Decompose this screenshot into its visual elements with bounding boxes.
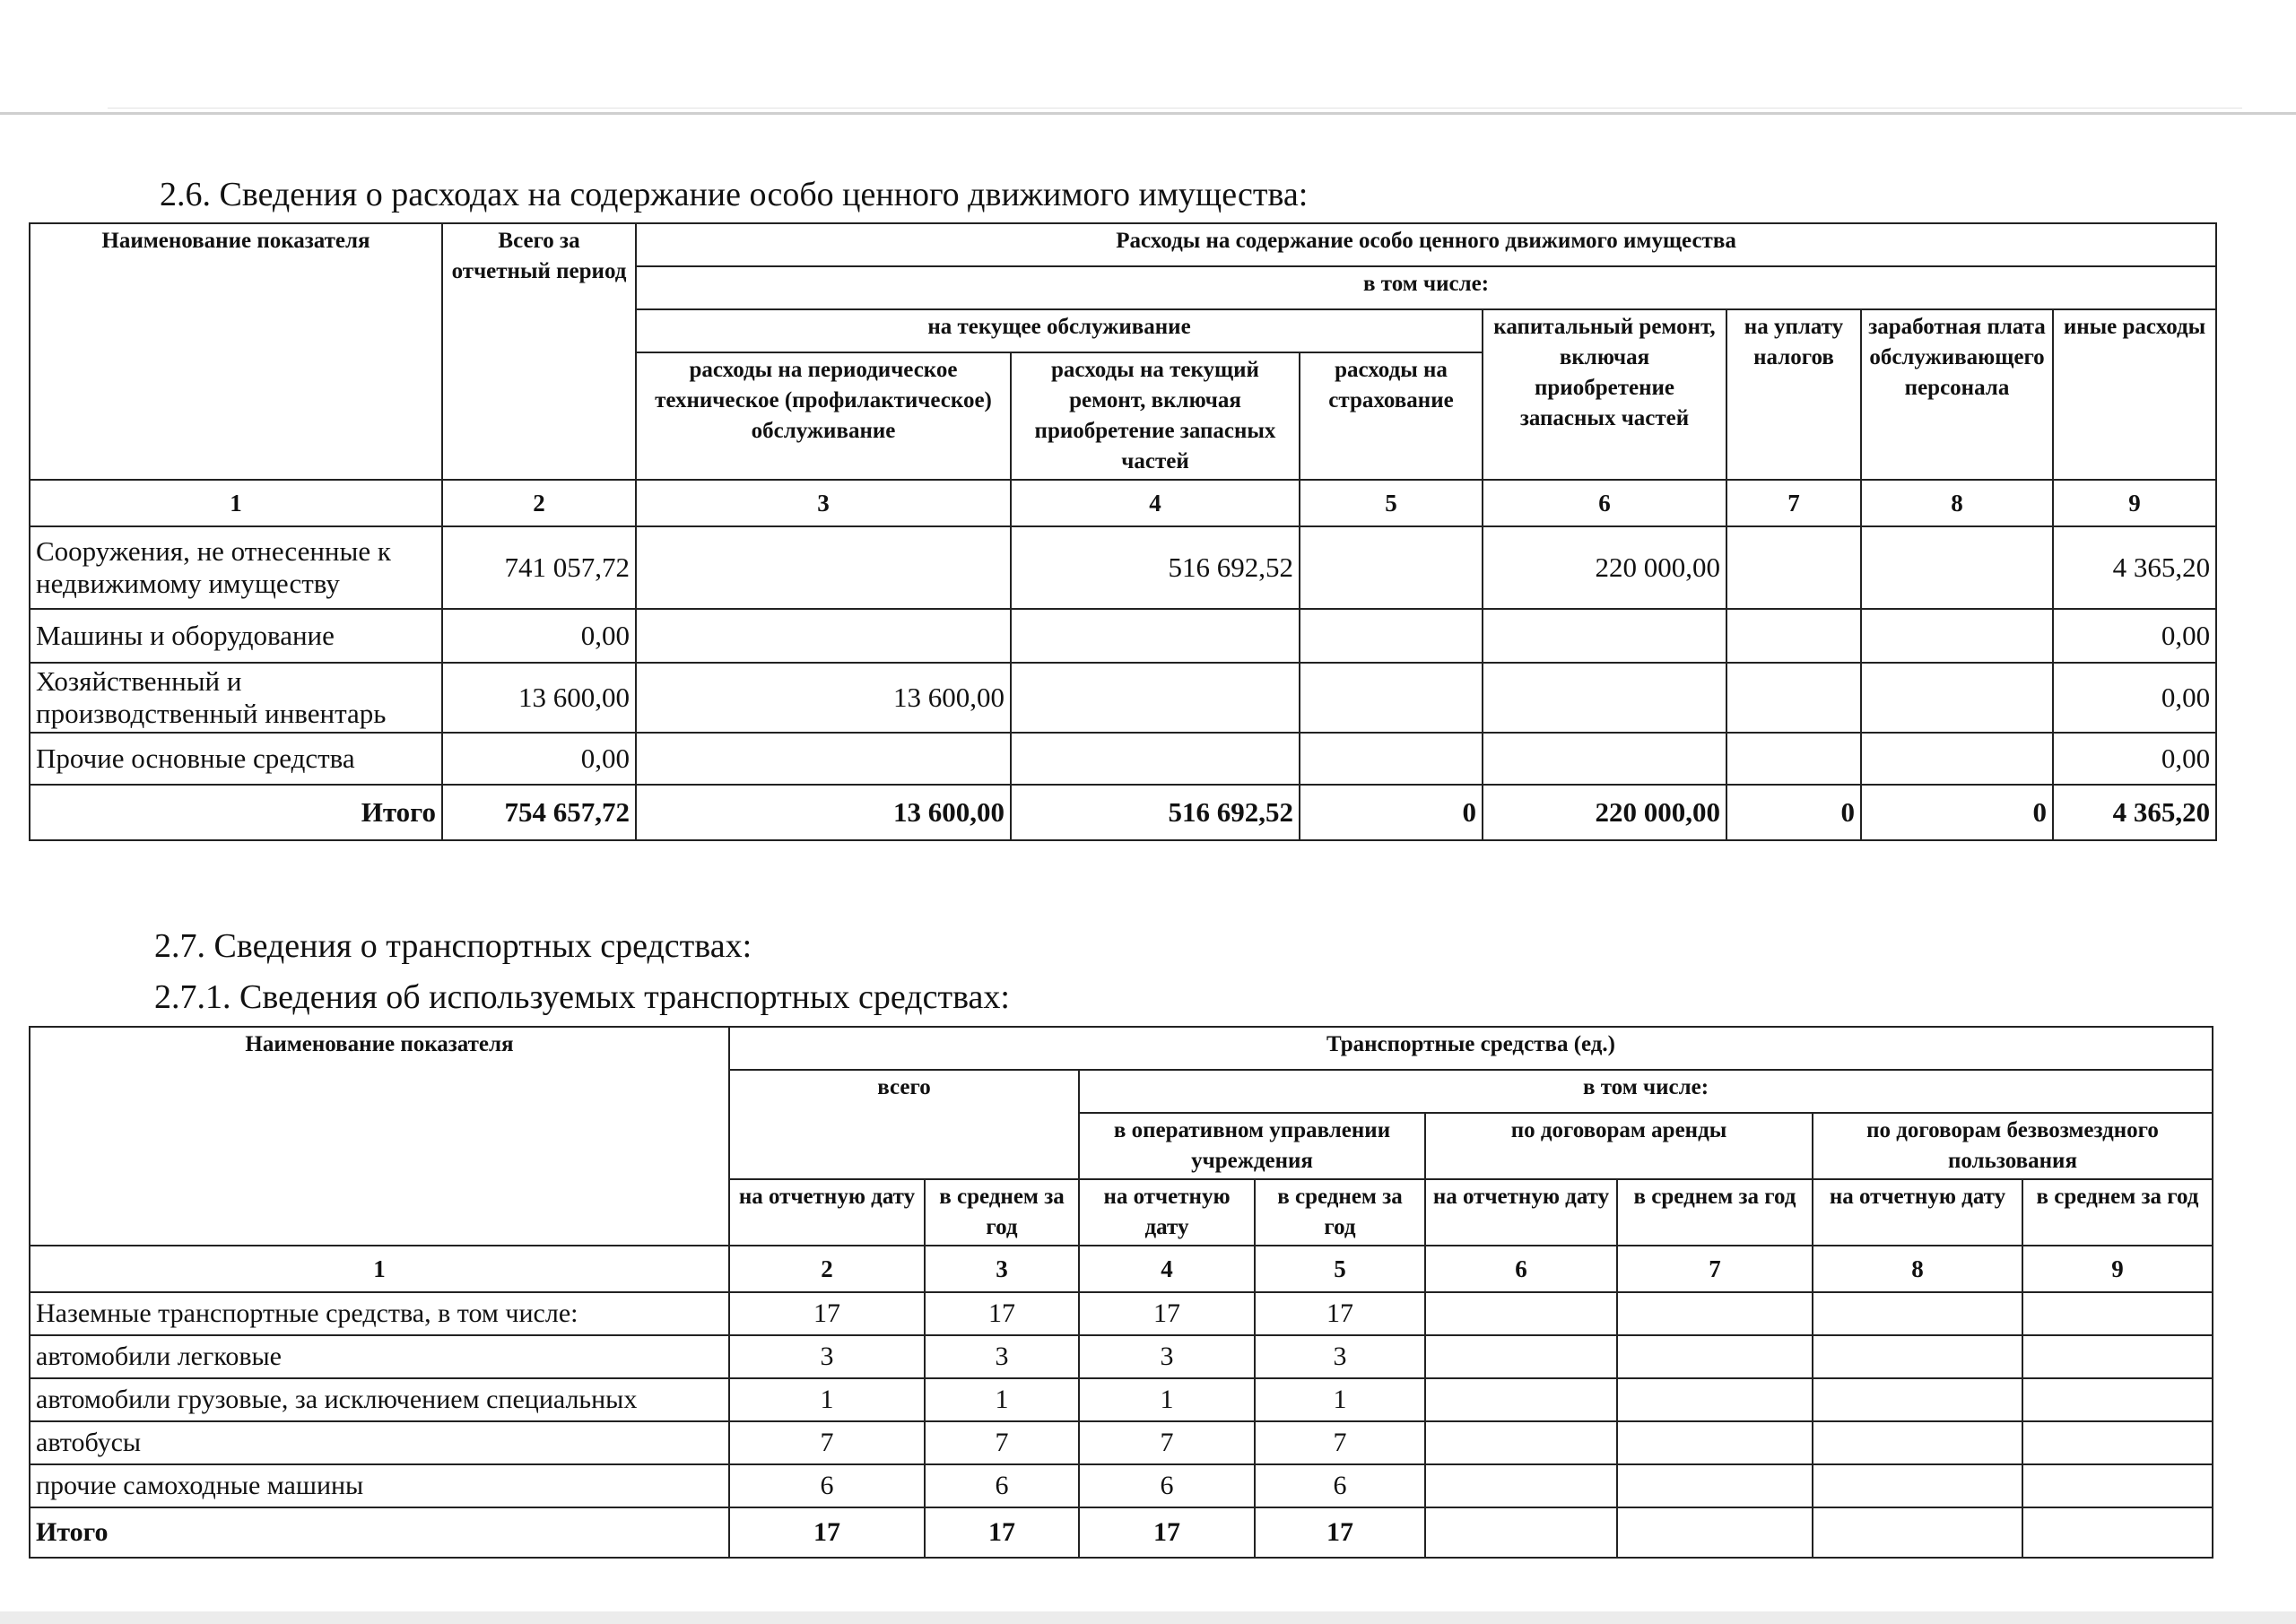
cell [1425, 1421, 1617, 1464]
row-name: Наземные транспортные средства, в том числе: [30, 1292, 729, 1335]
cell: 17 [925, 1507, 1079, 1558]
cell: 3 [1079, 1335, 1255, 1378]
cell [1813, 1335, 2022, 1378]
cell [1617, 1292, 1813, 1335]
colnum: 8 [1861, 480, 2053, 526]
header-total: Всего за отчетный период [442, 223, 636, 480]
cell: 7 [1079, 1421, 1255, 1464]
cell [1726, 663, 1861, 733]
cell: 0,00 [442, 733, 636, 785]
cell: 17 [1079, 1507, 1255, 1558]
cell [1813, 1507, 2022, 1558]
header-lease: по договорам аренды [1425, 1113, 1813, 1179]
cell [1300, 733, 1483, 785]
cell [2022, 1292, 2213, 1335]
total-row [30, 785, 2216, 840]
header-insurance: расходы на страхование [1300, 352, 1483, 480]
row-name: Прочие основные средства [30, 733, 442, 785]
header-group: Расходы на содержание особо ценного движимого имущества [636, 223, 2216, 266]
cell: 3 [1255, 1335, 1425, 1378]
cell: 516 692,52 [1011, 785, 1300, 840]
cell [1813, 1292, 2022, 1335]
cell [1861, 526, 2053, 609]
cell: 1 [1079, 1378, 1255, 1421]
scan-artifact [0, 1611, 2296, 1624]
header-taxes: на уплату налогов [1726, 309, 1861, 480]
cell [636, 609, 1011, 663]
cell: 220 000,00 [1483, 526, 1726, 609]
cell: 17 [729, 1292, 925, 1335]
table-row [30, 1464, 2213, 1507]
cell [1300, 526, 1483, 609]
total-row [30, 1507, 2213, 1558]
header-avg-year: в среднем за год [1255, 1179, 1425, 1246]
colnum: 4 [1079, 1246, 1255, 1292]
header-operative: в оперативном управлении учреждения [1079, 1113, 1425, 1179]
cell [1425, 1464, 1617, 1507]
cell [1861, 609, 2053, 663]
header-all: всего [729, 1070, 1079, 1179]
cell [1813, 1378, 2022, 1421]
header-avg-year: в среднем за год [2022, 1179, 2213, 1246]
cell: 0,00 [2053, 733, 2216, 785]
table-row [30, 1378, 2213, 1421]
row-name: Сооружения, не отнесенные к недвижимому имуществу [30, 526, 442, 609]
cell [1617, 1507, 1813, 1558]
cell [1425, 1292, 1617, 1335]
cell [1861, 733, 2053, 785]
transport-table [29, 1026, 2213, 1559]
table-row [30, 526, 2216, 609]
cell [1011, 663, 1300, 733]
header-at-date: на отчетную дату [1079, 1179, 1255, 1246]
cell: 0,00 [442, 609, 636, 663]
cell [1483, 733, 1726, 785]
colnum: 5 [1255, 1246, 1425, 1292]
cell: 17 [729, 1507, 925, 1558]
cell [2022, 1421, 2213, 1464]
cell: 17 [1255, 1292, 1425, 1335]
header-at-date: на отчетную дату [729, 1179, 925, 1246]
cell: 6 [1079, 1464, 1255, 1507]
header-capital: капитальный ремонт, включая приобретение запасных частей [1483, 309, 1726, 480]
colnum: 7 [1617, 1246, 1813, 1292]
total-label: Итого [30, 785, 442, 840]
colnum: 6 [1425, 1246, 1617, 1292]
cell [1726, 733, 1861, 785]
colnum: 1 [30, 1246, 729, 1292]
cell [2022, 1464, 2213, 1507]
colnum: 9 [2022, 1246, 2213, 1292]
colnum: 1 [30, 480, 442, 526]
cell [2022, 1335, 2213, 1378]
cell [1813, 1421, 2022, 1464]
row-name: автомобили легковые [30, 1335, 729, 1378]
column-numbers-row [30, 480, 2216, 526]
cell [1300, 609, 1483, 663]
cell: 7 [729, 1421, 925, 1464]
header-at-date: на отчетную дату [1425, 1179, 1617, 1246]
scan-artifact [108, 108, 2242, 109]
cell [1617, 1464, 1813, 1507]
cell: 7 [925, 1421, 1079, 1464]
cell [1425, 1378, 1617, 1421]
cell [1617, 1378, 1813, 1421]
row-name: прочие самоходные машины [30, 1464, 729, 1507]
header-avg-year: в среднем за год [925, 1179, 1079, 1246]
header-group: Транспортные средства (ед.) [729, 1027, 2213, 1070]
cell [1425, 1507, 1617, 1558]
cell: 0,00 [2053, 609, 2216, 663]
colnum: 5 [1300, 480, 1483, 526]
cell: 4 365,20 [2053, 785, 2216, 840]
colnum: 9 [2053, 480, 2216, 526]
header-avg-year: в среднем за год [1617, 1179, 1813, 1246]
cell: 1 [925, 1378, 1079, 1421]
colnum: 3 [925, 1246, 1079, 1292]
cell: 6 [729, 1464, 925, 1507]
cell [1813, 1464, 2022, 1507]
cell [2022, 1378, 2213, 1421]
cell: 17 [1255, 1507, 1425, 1558]
cell [1617, 1335, 1813, 1378]
cell [636, 733, 1011, 785]
cell: 7 [1255, 1421, 1425, 1464]
header-incl: в том числе: [1079, 1070, 2213, 1113]
table-row [30, 609, 2216, 663]
colnum: 8 [1813, 1246, 2022, 1292]
row-name: Хозяйственный и производственный инвентарь [30, 663, 442, 733]
section-2-7-title: 2.7. Сведения о транспортных средствах: [154, 927, 752, 965]
cell: 754 657,72 [442, 785, 636, 840]
cell: 17 [1079, 1292, 1255, 1335]
colnum: 4 [1011, 480, 1300, 526]
cell: 13 600,00 [442, 663, 636, 733]
header-at-date: на отчетную дату [1813, 1179, 2022, 1246]
row-name: автобусы [30, 1421, 729, 1464]
cell: 4 365,20 [2053, 526, 2216, 609]
column-numbers-row [30, 1246, 2213, 1292]
cell [1483, 609, 1726, 663]
cell: 6 [1255, 1464, 1425, 1507]
cell [1483, 663, 1726, 733]
cell: 3 [925, 1335, 1079, 1378]
colnum: 6 [1483, 480, 1726, 526]
colnum: 2 [729, 1246, 925, 1292]
header-other: иные расходы [2053, 309, 2216, 480]
header-free: по договорам безвозмездного пользования [1813, 1113, 2213, 1179]
expenses-table [29, 222, 2217, 841]
cell: 13 600,00 [636, 663, 1011, 733]
row-name: Машины и оборудование [30, 609, 442, 663]
header-salary: заработная плата обслуживающего персонала [1861, 309, 2053, 480]
row-name: автомобили грузовые, за исключением специальных [30, 1378, 729, 1421]
colnum: 2 [442, 480, 636, 526]
table-row [30, 733, 2216, 785]
cell [2022, 1507, 2213, 1558]
table-row [30, 1335, 2213, 1378]
section-2-6-title: 2.6. Сведения о расходах на содержание особо ценного движимого имущества: [160, 176, 1309, 213]
section-2-7-1-title: 2.7.1. Сведения об используемых транспортных средствах: [154, 978, 1010, 1016]
cell [1861, 663, 2053, 733]
table-row [30, 663, 2216, 733]
cell [1726, 609, 1861, 663]
cell: 17 [925, 1292, 1079, 1335]
cell: 0 [1300, 785, 1483, 840]
header-periodic: расходы на периодическое техническое (профилактическое) обслуживание [636, 352, 1011, 480]
cell: 1 [729, 1378, 925, 1421]
table-row [30, 1421, 2213, 1464]
cell: 6 [925, 1464, 1079, 1507]
cell: 220 000,00 [1483, 785, 1726, 840]
cell [1617, 1421, 1813, 1464]
table-row [30, 1292, 2213, 1335]
cell [1300, 663, 1483, 733]
header-incl: в том числе: [636, 266, 2216, 309]
cell: 13 600,00 [636, 785, 1011, 840]
cell: 3 [729, 1335, 925, 1378]
cell: 0 [1726, 785, 1861, 840]
total-label: Итого [30, 1507, 729, 1558]
colnum: 3 [636, 480, 1011, 526]
cell [1425, 1335, 1617, 1378]
header-name: Наименование показателя [30, 1027, 729, 1246]
scan-artifact [0, 112, 2296, 115]
cell [1011, 733, 1300, 785]
cell [636, 526, 1011, 609]
header-current: на текущее обслуживание [636, 309, 1483, 352]
cell: 741 057,72 [442, 526, 636, 609]
cell [1011, 609, 1300, 663]
colnum: 7 [1726, 480, 1861, 526]
header-repair: расходы на текущий ремонт, включая приобретение запасных частей [1011, 352, 1300, 480]
header-name: Наименование показателя [30, 223, 442, 480]
cell: 1 [1255, 1378, 1425, 1421]
cell: 0,00 [2053, 663, 2216, 733]
cell [1726, 526, 1861, 609]
cell: 516 692,52 [1011, 526, 1300, 609]
cell: 0 [1861, 785, 2053, 840]
